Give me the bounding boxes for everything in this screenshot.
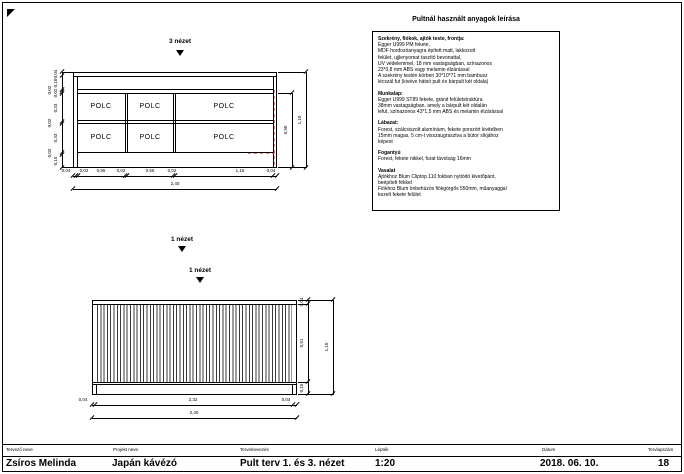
shelf-cell-label: POLC (90, 134, 112, 141)
view3-plinth-line (77, 152, 273, 153)
shelf-cell-label: POLC (139, 103, 161, 110)
titleblock-value-designer: Zsíros Melinda (6, 458, 77, 469)
dim-label: 2,40 (170, 181, 180, 186)
shelf-cell-label: POLC (139, 134, 161, 141)
view3-worktop-line (73, 76, 277, 77)
materials-line: Forest, szálcsiszolt alumínium, fekete porszórt kivitelben (378, 126, 503, 133)
materials-section-heading: Vasalat (378, 167, 396, 174)
dim-line (333, 300, 334, 395)
materials-line: Ajtókhoz Blum Cliptop 110 fokban nyitódó kivetőpánt, (378, 173, 496, 180)
materials-line: Fiókhoz Blum önbehúzós fiókgörgős 550mm, műanyaggal (378, 186, 507, 193)
dim-label: 0,33 (53, 133, 58, 143)
shelf-cell-label: POLC (90, 103, 112, 110)
titleblock-value-scale: 1:20 (375, 458, 396, 469)
dim-line (306, 72, 307, 168)
dim-label: 0,90 (283, 125, 288, 135)
dim-label: 2,40 (189, 410, 199, 415)
view1-marker-icon (178, 246, 186, 252)
materials-panel-title: Pultnál használt anyagok leírása (412, 16, 520, 23)
dim-label: 0,33 (53, 103, 58, 113)
dim-label: 2,32 (188, 397, 198, 402)
view1-label: 1 nézet (188, 267, 212, 274)
titleblock-label-scale: Lépték (375, 447, 389, 452)
titleblock-label-designer: Tervező neve (6, 447, 33, 452)
dim-line (73, 189, 277, 190)
materials-panel (372, 31, 560, 211)
materials-line: beépített fékkel (378, 180, 412, 187)
dim-label: 0,02 (53, 88, 58, 98)
dim-label: 0,02 (47, 148, 52, 158)
materials-line: kezelt fekete felület (378, 192, 421, 199)
titleblock-value-drawing-name: Pult terv 1. és 3. nézet (240, 458, 345, 469)
titleblock-label-sheet-number: Tervlapszám (648, 447, 674, 452)
dim-label: 0,16 (53, 78, 58, 88)
dim-label: 1,16 (235, 168, 245, 173)
materials-line: MDF hordozóanyagra épített matt, lakkozott (378, 48, 476, 55)
titleblock-label-date: Dátum (542, 447, 556, 452)
dim-line (92, 418, 297, 419)
dim-label: 0,04 (61, 168, 71, 173)
view3-divider-line (173, 93, 174, 152)
dim-label: 1,10 (324, 342, 329, 352)
view3-label: 3 nézet (168, 38, 192, 45)
materials-line: Forest, fekete nikkel, furat távolság 16mm (378, 156, 471, 163)
dim-line (292, 93, 293, 168)
dim-label: 0,15 (299, 383, 304, 393)
dim-label: 0,02 (116, 168, 126, 173)
dim-label: 0,04 (78, 397, 88, 402)
titleblock-top-line (2, 444, 682, 445)
titleblock-value-sheet-number: 18 (658, 458, 670, 469)
titleblock-value-date: 2018. 06. 10. (540, 458, 599, 469)
titleblock-label-project: Projekt neve (113, 447, 139, 452)
dim-label: 0,55 (96, 168, 106, 173)
view1-marker-icon (196, 277, 204, 283)
materials-section-heading: Lábazat: (378, 120, 399, 127)
materials-line: Egger U999 ST89 fekete, gránit felületstruktúra (378, 96, 483, 103)
materials-line: A szekrény testén körben 30*10*71 mm bambusz (378, 73, 488, 80)
view1-plinth-side-line (292, 384, 293, 394)
view1-plinth-line (92, 384, 297, 385)
materials-line: 23*0,8 mm ABS vagy melamin élzárással (378, 67, 470, 74)
dim-label: 0,02 (47, 85, 52, 95)
view1-label: 1 nézet (170, 236, 194, 243)
view1-plinth-side-line (96, 384, 97, 394)
dim-label: 0,55 (145, 168, 155, 173)
dim-label: 0,02 (47, 118, 52, 128)
view1-bamboo-slats (97, 305, 292, 382)
materials-section (378, 168, 554, 199)
materials-section-heading: Fogantyú (378, 150, 401, 157)
dim-line (92, 405, 297, 406)
dim-label: 0,04 (299, 297, 304, 307)
shelf-cell-label: POLC (213, 103, 235, 110)
materials-line: 38mm vastagságban, amely a bárpult két oldalán (378, 103, 487, 110)
materials-section (378, 120, 554, 145)
view3-shelfband-line (77, 89, 273, 90)
view3-red-dashed-line (274, 90, 275, 167)
materials-line: képest (378, 139, 393, 146)
view1-slat-bottom-line (92, 382, 297, 383)
dim-label: 0,04 (53, 69, 58, 79)
materials-line: 15mm magas, 5 cm-t visszaugrasztva a bútor síkjához (378, 132, 499, 139)
view3-side-panel-line (77, 76, 78, 167)
materials-line: lefut, színazonos 43*1,5 mm ABS és melamin élzárással (378, 109, 504, 116)
dim-label: 0,02 (167, 168, 177, 173)
view3-red-dashed-line (248, 153, 277, 154)
materials-line: lécszál fut (kivéve hátsó pult és bárpult két oldala) (378, 79, 489, 86)
dim-label: 1,10 (297, 115, 302, 125)
materials-section (378, 36, 554, 86)
materials-line: Egger U999 PM fekete, (378, 42, 430, 49)
view3-marker-icon (176, 50, 184, 56)
dim-label: 0,91 (299, 338, 304, 348)
materials-line: UV védelemmel, 18 mm vastagságban, színazonos (378, 60, 492, 67)
titleblock-label-drawing-name: Tervelnevezés (240, 447, 269, 452)
materials-line: felület, ujjlenyomat taszító bevonattal, (378, 54, 462, 61)
dim-label: 0,02 (79, 168, 89, 173)
dim-label: 0,04 (266, 168, 276, 173)
titleblock-value-project: Japán kávézó (112, 458, 178, 469)
corner-fold-icon (7, 9, 15, 17)
materials-section-heading: Munkalap: (378, 90, 403, 97)
materials-section-heading: Szekrény, fiókok, ajtók teste, frontja: (378, 36, 465, 42)
dim-label: 0,15 (53, 156, 58, 166)
materials-section (378, 91, 554, 116)
materials-section (378, 150, 554, 162)
view3-divider-line (125, 93, 126, 152)
shelf-cell-label: POLC (213, 134, 235, 141)
dim-label: 0,04 (281, 397, 291, 402)
titleblock-mid-line (2, 456, 682, 457)
